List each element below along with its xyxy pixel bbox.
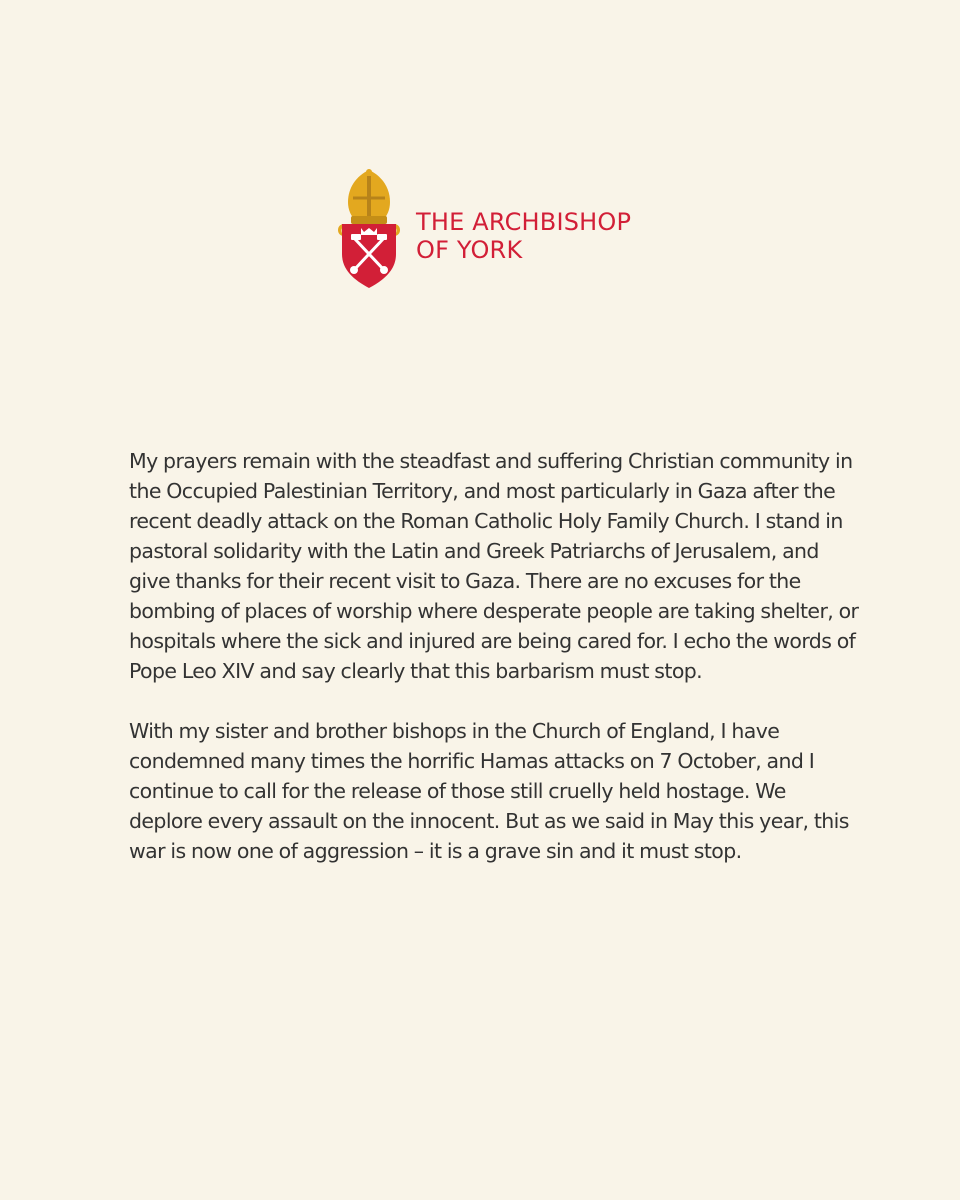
statement-paragraph-2: With my sister and brother bishops in the Church of England, I have condemned many times the horrific Hamas attacks on 7 October, and I continue to call for the release of those still cruelly held hostage. We deplore every assault on the innocent. But as we said in May this year, this war is now one of aggression – it is a grave sin and it must stop.	[129, 719, 849, 863]
statement-paragraph-1: My prayers remain with the steadfast and suffering Christian community in the Occupied Palestinian Territory, and most particularly in Gaza after the recent deadly attack on the Roman Catholic Holy Family Church. I stand in pastoral solidarity with the Latin and Greek Patriarchs of Jerusalem, and give thanks for their recent visit to Gaza. There are no excuses for the bombing of places of worship where desperate people are taking shelter, or hospitals where the sick and injured are being cared for. I echo the words of Pope Leo XIV and say clearly that this barbarism must stop.	[129, 449, 859, 683]
archbishop-crest-icon	[334, 168, 404, 290]
logo-line-1: THE ARCHBISHOP	[416, 208, 632, 236]
logo-line-2: OF YORK	[416, 236, 523, 264]
statement-body	[129, 446, 859, 866]
archbishop-of-york-logo	[334, 168, 631, 290]
logo-wordmark	[416, 208, 631, 264]
